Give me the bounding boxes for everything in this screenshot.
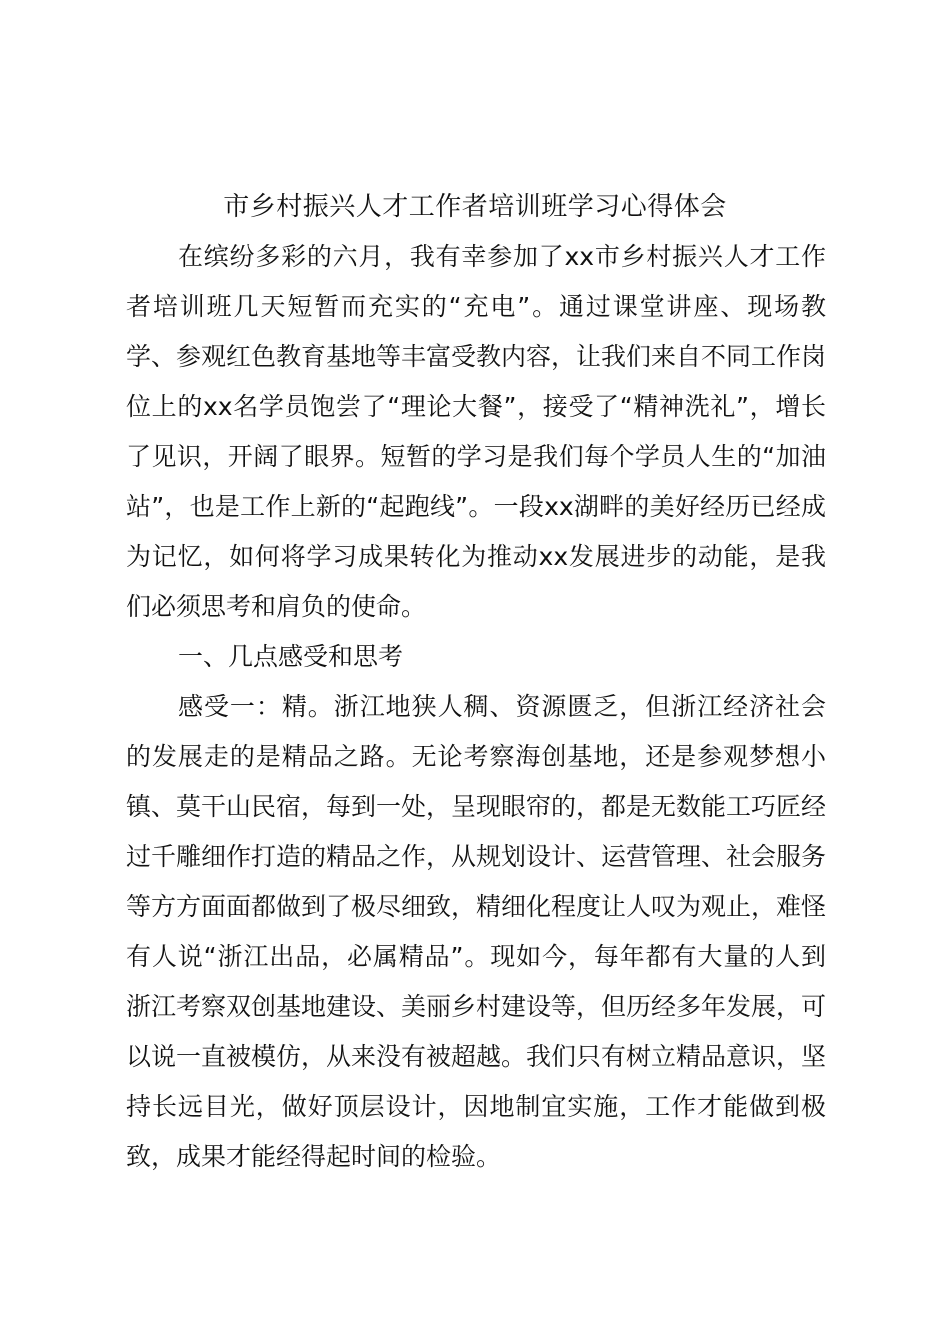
document-body [126, 232, 826, 1182]
section-heading: 一、几点感受和思考 [178, 642, 404, 671]
document-title: 市乡村振兴人才工作者培训班学习心得体会 [223, 192, 727, 222]
intro-paragraph: 在缤纷多彩的六月，我有幸参加了xx市乡村振兴人才工作者培训班几天短暂而充实的“充电”。通过课堂讲座、现场教学、参观红色教育基地等丰富受教内容，让我们来自不同工作岗位上的xx名学员饱尝了“理论大餐”，接受了“精神洗礼”，增长了见识，开阔了眼界。短暂的学习是我们每个学员人生的“加油站”，也是工作上新的“起跑线”。一段xx湖畔的美好经历已经成为记忆，如何将学习成果转化为推动xx发展进步的动能，是我们必须思考和肩负的使命。 [126, 242, 827, 621]
section-paragraph: 感受一：精。浙江地狭人稠、资源匮乏，但浙江经济社会的发展走的是精品之路。无论考察海创基地，还是参观梦想小镇、莫干山民宿，每到一处，呈现眼帘的，都是无数能工巧匠经过千雕细作打造的精品之作，从规划设计、运营管理、社会服务等方方面面都做到了极尽细致，精细化程度让人叹为观止，难怪有人说“浙江出品，必属精品”。现如今，每年都有大量的人到浙江考察双创基地建设、美丽乡村建设等，但历经多年发展，可以说一直被模仿，从来没有被超越。我们只有树立精品意识，坚持长远目光，做好顶层设计，因地制宜实施，工作才能做到极致，成果才能经得起时间的检验。 [126, 692, 827, 1171]
